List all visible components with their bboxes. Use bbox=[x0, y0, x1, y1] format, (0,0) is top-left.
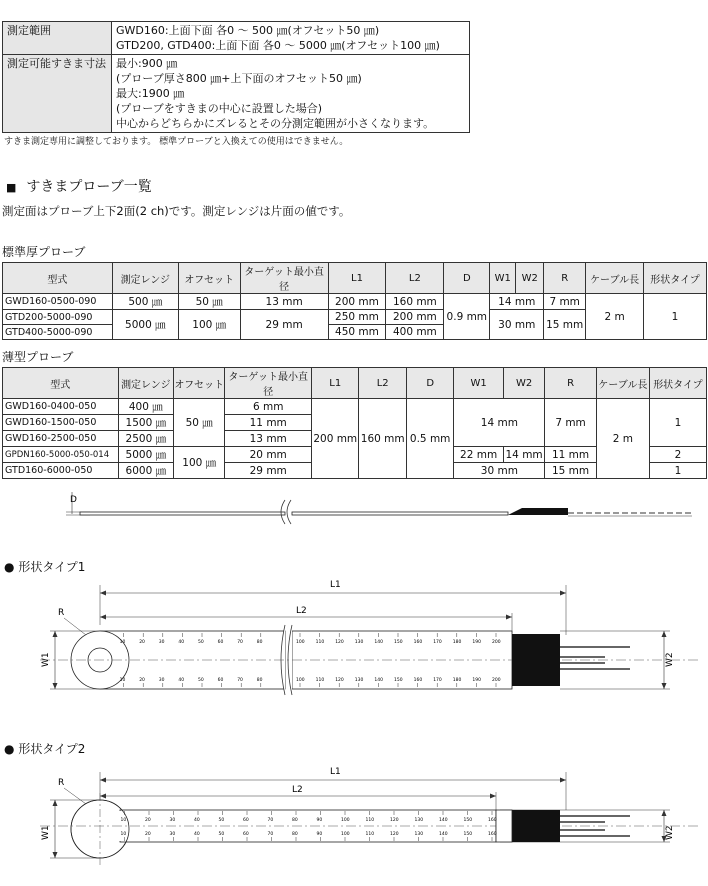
r-cell: 7 mm bbox=[544, 294, 586, 310]
col-header: 測定レンジ bbox=[118, 368, 173, 399]
col-header: W2 bbox=[503, 368, 545, 399]
scale-label: 70 bbox=[237, 640, 243, 645]
scale-label: 10 bbox=[119, 640, 126, 645]
standard-probe-title: 標準厚プローブ bbox=[2, 245, 86, 259]
standard-probe-table bbox=[2, 262, 707, 340]
side-view-drawing bbox=[0, 488, 708, 528]
scale-label: 190 bbox=[472, 678, 481, 683]
scale-label: 120 bbox=[335, 640, 344, 645]
w2-label: W2 bbox=[665, 825, 675, 840]
scale-label: 100 bbox=[296, 678, 305, 683]
scale-label: 70 bbox=[237, 678, 243, 683]
scale-label: 200 bbox=[492, 678, 501, 683]
thin-probe-table bbox=[2, 367, 707, 479]
range-cell: 6000 ㎛ bbox=[118, 463, 173, 479]
scale-label: 70 bbox=[267, 832, 274, 837]
col-header: 形状タイプ bbox=[644, 263, 707, 294]
shape-type-2-label: 形状タイプ2 bbox=[18, 742, 86, 756]
scale-label: 140 bbox=[374, 678, 383, 683]
range-cell: 400 ㎛ bbox=[118, 399, 173, 415]
spec-value bbox=[112, 22, 470, 55]
section-description: 測定面はプローブ上下2面(2 ch)です。測定レンジは片面の値です。 bbox=[2, 204, 351, 218]
r-label: R bbox=[58, 778, 65, 788]
scale-label: 10 bbox=[120, 818, 127, 823]
l2-cell: 400 mm bbox=[386, 325, 444, 340]
offset-cell: 50 ㎛ bbox=[174, 399, 225, 447]
l1-cell: 450 mm bbox=[328, 325, 386, 340]
scale-label: 110 bbox=[315, 678, 325, 683]
w1-cell: 22 mm bbox=[454, 447, 503, 463]
col-header: ターゲット最小直径 bbox=[240, 263, 328, 294]
col-header: L1 bbox=[312, 368, 359, 399]
col-header: R bbox=[544, 263, 586, 294]
scale-label: 60 bbox=[217, 678, 224, 683]
model-cell: GWD160-0500-090 bbox=[3, 294, 113, 310]
col-header: オフセット bbox=[178, 263, 240, 294]
scale-label: 170 bbox=[433, 640, 442, 645]
scale-label: 100 bbox=[341, 832, 350, 837]
target-cell: 29 mm bbox=[240, 310, 328, 340]
col-header: ケーブル長 bbox=[586, 263, 644, 294]
scale-label: 160 bbox=[413, 640, 423, 645]
cable-cell: 2 m bbox=[586, 294, 644, 340]
table-row bbox=[3, 294, 707, 310]
spec-line: 中心からどちらかにズレるとその分測定範囲が小さくなります。 bbox=[116, 117, 435, 130]
model-cell: GTD400-5000-090 bbox=[3, 325, 113, 340]
type-cell: 2 bbox=[649, 447, 706, 463]
probe-head bbox=[512, 810, 560, 842]
offset-cell: 100 ㎛ bbox=[174, 447, 225, 479]
scale-label: 90 bbox=[316, 818, 323, 823]
range-cell: 2500 ㎛ bbox=[118, 431, 173, 447]
scale-label: 20 bbox=[139, 678, 145, 683]
target-cell: 11 mm bbox=[225, 415, 312, 431]
scale-label: 50 bbox=[198, 640, 204, 645]
scale-label: 120 bbox=[335, 678, 344, 683]
table-header-row bbox=[3, 263, 707, 294]
shape-type-2-title bbox=[4, 740, 85, 757]
col-header: オフセット bbox=[174, 368, 225, 399]
scale-label: 50 bbox=[218, 832, 225, 837]
spec-line: 最小:900 ㎛ bbox=[116, 57, 178, 70]
l1-label: L1 bbox=[330, 580, 341, 590]
spec-row-gap bbox=[3, 55, 470, 133]
shape-type-1-drawing bbox=[0, 575, 708, 705]
target-cell: 20 mm bbox=[225, 447, 312, 463]
scale-label: 60 bbox=[243, 818, 249, 823]
range-cell: 5000 ㎛ bbox=[118, 447, 173, 463]
model-cell: GWD160-1500-050 bbox=[3, 415, 119, 431]
bullet-icon: ● bbox=[4, 742, 15, 756]
scale-label: 80 bbox=[292, 818, 298, 823]
l1-cell: 200 mm bbox=[312, 399, 359, 479]
col-header: R bbox=[545, 368, 596, 399]
scale-label: 40 bbox=[194, 832, 200, 837]
scale-label: 200 bbox=[492, 640, 501, 645]
col-header: 型式 bbox=[3, 263, 113, 294]
probe-head bbox=[512, 634, 560, 686]
scale-label: 20 bbox=[145, 832, 151, 837]
l1-cell: 250 mm bbox=[328, 310, 386, 325]
scale-label: 190 bbox=[472, 640, 481, 645]
table-header-row bbox=[3, 368, 707, 399]
scale-label: 120 bbox=[390, 818, 399, 823]
col-header: 測定レンジ bbox=[112, 263, 178, 294]
probe-body bbox=[80, 512, 285, 515]
type-cell: 1 bbox=[649, 463, 706, 479]
r-cell: 7 mm bbox=[545, 399, 596, 447]
scale-label: 130 bbox=[414, 818, 424, 823]
spec-note: すきま測定専用に調整しております。 標準プローブと入換えての使用はできません。 bbox=[4, 137, 349, 147]
target-cell: 13 mm bbox=[225, 431, 312, 447]
col-header: ターゲット最小直径 bbox=[225, 368, 312, 399]
d-label: D bbox=[70, 495, 77, 505]
col-header: 型式 bbox=[3, 368, 119, 399]
d-cell: 0.9 mm bbox=[444, 294, 490, 340]
r-label: R bbox=[58, 608, 65, 618]
target-cell: 29 mm bbox=[225, 463, 312, 479]
l2-label: L2 bbox=[292, 785, 303, 795]
scale-label: 10 bbox=[120, 832, 127, 837]
shape-type-1-label: 形状タイプ1 bbox=[18, 560, 86, 574]
scale-label: 80 bbox=[256, 640, 263, 645]
d-cell: 0.5 mm bbox=[406, 399, 453, 479]
scale-label: 50 bbox=[218, 818, 225, 823]
scale-label: 10 bbox=[119, 678, 126, 683]
col-header: L2 bbox=[359, 368, 406, 399]
scale-label: 90 bbox=[316, 832, 323, 837]
offset-cell: 100 ㎛ bbox=[178, 310, 240, 340]
scale-label: 30 bbox=[169, 818, 176, 823]
scale-label: 170 bbox=[433, 678, 442, 683]
shape-type-2-drawing bbox=[0, 758, 708, 884]
col-header: ケーブル長 bbox=[596, 368, 649, 399]
scale-label: 140 bbox=[439, 832, 448, 837]
scale-label: 60 bbox=[217, 640, 224, 645]
col-header: 形状タイプ bbox=[649, 368, 706, 399]
scale-label: 150 bbox=[463, 832, 473, 837]
scale-label: 140 bbox=[439, 818, 448, 823]
col-header: D bbox=[406, 368, 453, 399]
scale-label: 30 bbox=[158, 678, 165, 683]
col-header: D bbox=[444, 263, 490, 294]
scale-label: 120 bbox=[390, 832, 399, 837]
range-cell: 1500 ㎛ bbox=[118, 415, 173, 431]
scale-label: 60 bbox=[243, 832, 249, 837]
scale-label: 100 bbox=[341, 818, 350, 823]
cable-cell: 2 m bbox=[596, 399, 649, 479]
scale-label: 40 bbox=[178, 678, 185, 683]
type-cell: 1 bbox=[644, 294, 707, 340]
col-header: W2 bbox=[516, 263, 544, 294]
w2-cell: 14 mm bbox=[503, 447, 545, 463]
scale-label: 150 bbox=[463, 818, 473, 823]
model-cell: GPDN160-5000-050-014 bbox=[3, 447, 119, 463]
col-header: W1 bbox=[490, 263, 516, 294]
thin-probe-title: 薄型プローブ bbox=[2, 350, 74, 364]
target-cell: 13 mm bbox=[240, 294, 328, 310]
r-cell: 15 mm bbox=[544, 310, 586, 340]
w-cell: 14 mm bbox=[490, 294, 544, 310]
model-cell: GWD160-0400-050 bbox=[3, 399, 119, 415]
l1-cell: 200 mm bbox=[328, 294, 386, 310]
spec-value bbox=[112, 55, 470, 133]
scale-label: 100 bbox=[296, 640, 305, 645]
model-cell: GTD200-5000-090 bbox=[3, 310, 113, 325]
scale-label: 130 bbox=[354, 640, 364, 645]
scale-label: 20 bbox=[145, 818, 151, 823]
section-title-text: すきまプローブ一覧 bbox=[26, 179, 152, 195]
scale-label: 180 bbox=[452, 678, 462, 683]
scale-label: 30 bbox=[158, 640, 165, 645]
scale-label: 80 bbox=[256, 678, 263, 683]
target-cell: 6 mm bbox=[225, 399, 312, 415]
scale-label: 30 bbox=[169, 832, 176, 837]
scale-label: 110 bbox=[365, 818, 375, 823]
l2-label: L2 bbox=[296, 606, 307, 616]
spec-label: 測定範囲 bbox=[3, 22, 112, 55]
w-cell: 14 mm bbox=[454, 399, 545, 447]
scale-label: 50 bbox=[198, 678, 204, 683]
model-cell: GTD160-6000-050 bbox=[3, 463, 119, 479]
scale-label: 160 bbox=[413, 678, 423, 683]
spec-line: (プローブ厚さ800 ㎛+上下面のオフセット50 ㎛) bbox=[116, 72, 362, 85]
r-cell: 15 mm bbox=[545, 463, 596, 479]
w-cell: 30 mm bbox=[490, 310, 544, 340]
section-title bbox=[6, 176, 152, 196]
scale-label: 160 bbox=[488, 832, 497, 837]
scale-label: 70 bbox=[267, 818, 274, 823]
col-header: W1 bbox=[454, 368, 503, 399]
scale-label: 140 bbox=[374, 640, 383, 645]
scale-label: 130 bbox=[414, 832, 424, 837]
square-bullet-icon: ■ bbox=[6, 181, 17, 194]
l2-cell: 160 mm bbox=[359, 399, 406, 479]
r-cell: 11 mm bbox=[545, 447, 596, 463]
scale-label: 20 bbox=[139, 640, 145, 645]
l2-cell: 200 mm bbox=[386, 310, 444, 325]
scale-label: 150 bbox=[394, 678, 403, 683]
scale-label: 180 bbox=[452, 640, 462, 645]
spec-label: 測定可能すきま寸法 bbox=[3, 55, 112, 133]
scale-label: 40 bbox=[178, 640, 185, 645]
scale-label: 160 bbox=[488, 818, 497, 823]
scale-label: 80 bbox=[292, 832, 298, 837]
scale-label: 150 bbox=[394, 640, 403, 645]
bullet-icon: ● bbox=[4, 560, 15, 574]
col-header: L2 bbox=[386, 263, 444, 294]
scale-label: 40 bbox=[194, 818, 200, 823]
col-header: L1 bbox=[328, 263, 386, 294]
range-cell: 500 ㎛ bbox=[112, 294, 178, 310]
probe-head bbox=[508, 508, 568, 515]
spec-row-range bbox=[3, 22, 470, 55]
l2-cell: 160 mm bbox=[386, 294, 444, 310]
w-cell: 30 mm bbox=[454, 463, 545, 479]
w2-label: W2 bbox=[665, 652, 675, 667]
w1-label: W1 bbox=[41, 825, 51, 840]
model-cell: GWD160-2500-050 bbox=[3, 431, 119, 447]
l1-label: L1 bbox=[330, 767, 341, 777]
scale-label: 110 bbox=[365, 832, 375, 837]
range-cell: 5000 ㎛ bbox=[112, 310, 178, 340]
spec-line: 最大:1900 ㎛ bbox=[116, 87, 185, 100]
spec-line: GTD200, GTD400:上面下面 各0 ～ 5000 ㎛(オフセット100 ㎛) bbox=[116, 39, 440, 52]
shape-type-1-title bbox=[4, 558, 85, 575]
spec-line: GWD160:上面下面 各0 ～ 500 ㎛(オフセット50 ㎛) bbox=[116, 24, 380, 37]
offset-cell: 50 ㎛ bbox=[178, 294, 240, 310]
scale-label: 110 bbox=[315, 640, 325, 645]
w1-label: W1 bbox=[41, 652, 51, 667]
spec-line: (プローブをすきまの中心に設置した場合) bbox=[116, 102, 323, 115]
probe-body bbox=[292, 512, 508, 515]
scale-label: 130 bbox=[354, 678, 364, 683]
type-cell: 1 bbox=[649, 399, 706, 447]
spec-table bbox=[2, 21, 470, 133]
table-row bbox=[3, 399, 707, 415]
